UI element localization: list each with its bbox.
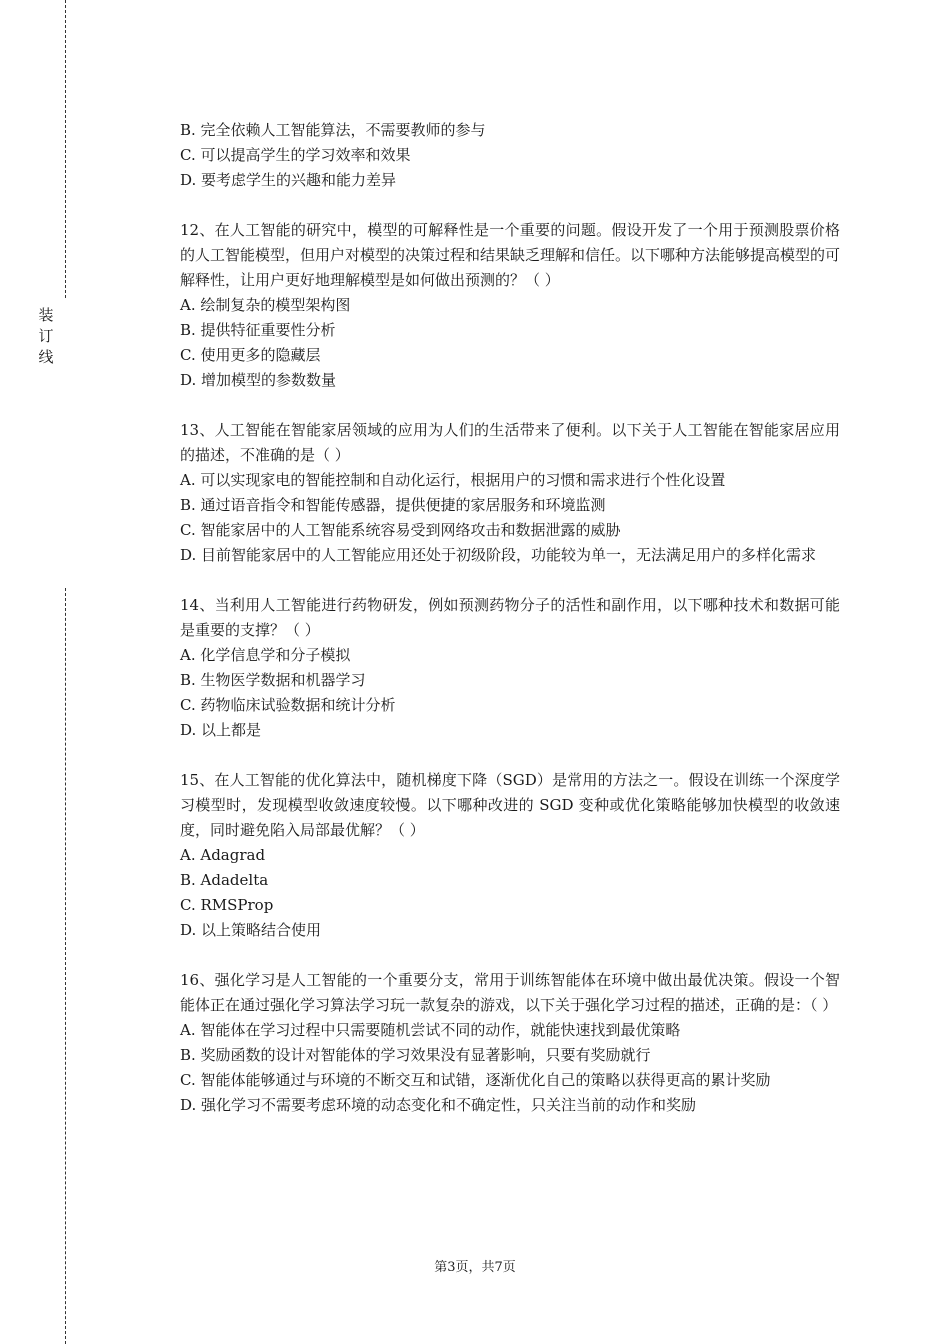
option-c: C. 可以提高学生的学习效率和效果	[180, 146, 411, 164]
question-text: 16、强化学习是人工智能的一个重要分支，常用于训练智能体在环境中做出最优决策。假设一个智能体正在通过强化学习算法学习玩一款复杂的游戏，以下关于强化学习过程的描述，正确的是：（ ）	[180, 971, 840, 1014]
binding-dashed-line-bottom	[65, 588, 66, 1344]
question-text: 12、在人工智能的研究中，模型的可解释性是一个重要的问题。假设开发了一个用于预测股票价格的人工智能模型，但用户对模型的决策过程和结果缺乏理解和信任。以下哪种方法能够提高模型的可解释性，让用户更好地理解模型是如何做出预测的？（ ）	[180, 221, 841, 289]
exam-content	[180, 118, 840, 1118]
option-a: A. 绘制复杂的模型架构图	[180, 296, 351, 314]
option-b: B. 通过语音指令和智能传感器，提供便捷的家居服务和环境监测	[180, 496, 606, 514]
option-a: A. 化学信息学和分子模拟	[180, 646, 351, 664]
binding-line-label	[38, 305, 54, 368]
option-d: D. 要考虑学生的兴趣和能力差异	[180, 171, 397, 189]
option-d: D. 强化学习不需要考虑环境的动态变化和不确定性，只关注当前的动作和奖励	[180, 1096, 697, 1114]
question-14	[180, 593, 840, 743]
option-a: A. Adagrad	[180, 846, 266, 864]
question-13	[180, 418, 840, 568]
option-b: B. 完全依赖人工智能算法，不需要教师的参与	[180, 121, 486, 139]
binding-char: 线	[38, 348, 54, 366]
continued-options	[180, 118, 840, 193]
option-b: B. Adadelta	[180, 871, 269, 889]
binding-char: 订	[38, 327, 54, 345]
option-b: B. 生物医学数据和机器学习	[180, 671, 366, 689]
option-c: C. RMSProp	[180, 896, 274, 914]
question-12	[180, 218, 840, 393]
option-d: D. 以上策略结合使用	[180, 921, 322, 939]
option-c: C. 智能体能够通过与环境的不断交互和试错，逐渐优化自己的策略以获得更高的累计奖励	[180, 1071, 771, 1089]
option-b: B. 提供特征重要性分析	[180, 321, 336, 339]
option-d: D. 目前智能家居中的人工智能应用还处于初级阶段，功能较为单一，无法满足用户的多样化需求	[180, 546, 817, 564]
page-number: 第3页，共7页	[434, 1260, 516, 1275]
question-text: 14、当利用人工智能进行药物研发，例如预测药物分子的活性和副作用，以下哪种技术和数据可能是重要的支撑？（ ）	[180, 596, 840, 639]
question-16	[180, 968, 840, 1118]
option-c: C. 使用更多的隐藏层	[180, 346, 321, 364]
option-c: C. 药物临床试验数据和统计分析	[180, 696, 396, 714]
binding-dashed-line-top	[65, 0, 66, 298]
option-d: D. 增加模型的参数数量	[180, 371, 337, 389]
option-c: C. 智能家居中的人工智能系统容易受到网络攻击和数据泄露的威胁	[180, 521, 621, 539]
option-a: A. 可以实现家电的智能控制和自动化运行，根据用户的习惯和需求进行个性化设置	[180, 471, 726, 489]
question-15	[180, 768, 840, 943]
question-text: 13、人工智能在智能家居领域的应用为人们的生活带来了便利。以下关于人工智能在智能家居应用的描述，不准确的是（ ）	[180, 421, 840, 464]
binding-char: 装	[38, 306, 54, 324]
option-d: D. 以上都是	[180, 721, 262, 739]
option-a: A. 智能体在学习过程中只需要随机尝试不同的动作，就能快速找到最优策略	[180, 1021, 681, 1039]
question-text: 15、在人工智能的优化算法中，随机梯度下降（SGD）是常用的方法之一。假设在训练一个深度学习模型时，发现模型收敛速度较慢。以下哪种改进的 SGD 变种或优化策略能够加快模型的收敛速度，同时避免陷入局部最优解？（ ）	[180, 771, 840, 839]
option-b: B. 奖励函数的设计对智能体的学习效果没有显著影响，只要有奖励就行	[180, 1046, 651, 1064]
